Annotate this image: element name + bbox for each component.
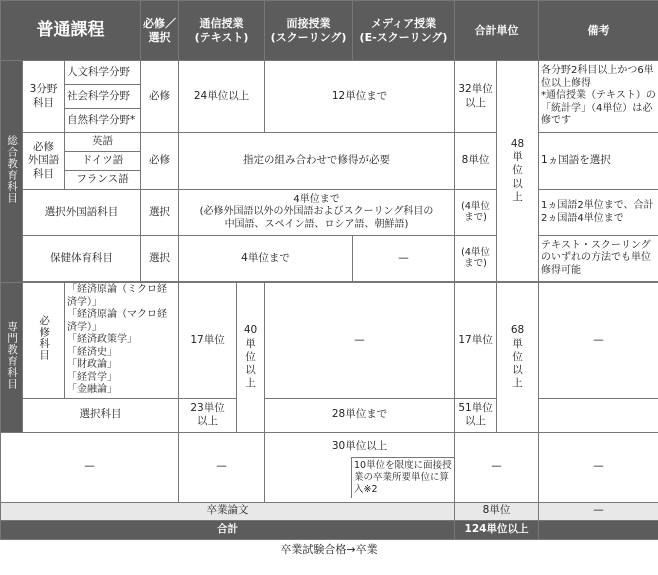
course-header: 普通課程: [1, 1, 141, 61]
three-fields-note: 各分野2科目以上かつ6単位以上修得 *通信授業（テキスト）の「統計学」（4単位）は必修です: [539, 61, 658, 133]
foreign-elective-text2: (必修外国語以外の外国語およびスクーリング科目の: [199, 206, 434, 218]
sum-label: 合計: [1, 520, 455, 539]
req-subject-5: 「財政論」: [67, 359, 117, 370]
pe-media: —: [353, 236, 455, 282]
req-subject-2: 「経済原論（マクロ経済学）」: [67, 309, 167, 333]
note-header: 備考: [539, 1, 658, 61]
specialized-elective-tsushin: 23単位 以上: [179, 398, 237, 432]
footer-note: 卒業試験合格→卒業: [280, 542, 378, 556]
total-header: 合計単位: [455, 1, 539, 61]
foreign-req-req: 必修: [141, 133, 179, 190]
pe-req: 選択: [141, 236, 179, 282]
specialized-elective-note: [539, 398, 658, 432]
general-group-total: 48 単 位 以 上: [497, 61, 539, 282]
required-header: 必修／ 選択: [141, 1, 179, 61]
subject-social: 社会科学分野: [65, 85, 141, 109]
other-limit-cell: [265, 432, 455, 502]
foreign-elective-total: (4単位 まで): [455, 190, 497, 236]
specialized-group-total: 68 単 位 以 上: [497, 283, 539, 433]
sum-total: 124単位以上: [455, 520, 539, 539]
foreign-elective-label: 選択外国語科目: [23, 190, 141, 236]
other-total: —: [455, 432, 539, 502]
specialized-required-total: 17単位: [455, 283, 497, 399]
specialized-elective-total: 51単位 以上: [455, 398, 497, 432]
pe-label: 保健体育科目: [23, 236, 141, 282]
specialized-required-label: 必修科目: [23, 283, 65, 399]
other-limit-note: 10単位を限度に面接授業の卒業所要単位に算入※2: [351, 457, 454, 498]
thesis-label: 卒業論文: [1, 502, 455, 520]
req-subject-7: 「金融論」: [67, 384, 117, 395]
general-label: 総合教育科目: [1, 61, 23, 283]
specialized-label: 専門教育科目: [1, 283, 23, 433]
foreign-req-label: 必修 外国語 科目: [23, 133, 65, 190]
foreign-req-combo: 指定の組み合わせで修得が必要: [179, 133, 455, 190]
specialized-required-mensetsu-media: —: [265, 283, 455, 399]
lang-french: フランス語: [65, 171, 141, 190]
req-subject-4: 「経済史」: [67, 346, 117, 358]
subject-humanities: 人文科学分野: [65, 61, 141, 85]
other-limit: 30単位以上: [331, 440, 388, 453]
foreign-req-note: 1ヵ国語を選択: [539, 133, 658, 190]
foreign-elective-text1: 4単位まで: [293, 193, 340, 205]
other-note: —: [539, 432, 658, 502]
specialized-elective-mensetsu-media: 28単位まで: [265, 398, 455, 432]
thesis-note: —: [539, 502, 658, 520]
req-subject-1: 「経済原論（ミクロ経済学）」: [67, 284, 167, 308]
pe-total: (4単位 まで): [455, 236, 497, 282]
foreign-elective-text3: 中国語、スペイン語、ロシア語、朝鮮語): [224, 218, 409, 230]
specialized-required-tsushin: 17単位: [179, 283, 237, 399]
three-fields-tsushin: 24単位以上: [179, 61, 265, 133]
foreign-elective-req: 選択: [141, 190, 179, 236]
mensetsu-header: 面接授業 (スクーリング): [265, 1, 353, 61]
sum-note: [539, 520, 658, 539]
specialized-tsushin-group: 40 単 位 以 上: [237, 283, 265, 433]
foreign-elective-range: [179, 190, 455, 236]
subject-natural: 自然科学分野*: [65, 109, 141, 133]
specialized-elective-label: 選択科目: [23, 398, 179, 432]
foreign-req-total: 8単位: [455, 133, 497, 190]
other-blank-1: —: [1, 432, 179, 502]
thesis-total: 8単位: [455, 502, 539, 520]
req-subject-6: 「経営学」: [67, 371, 117, 383]
pe-note: テキスト・スクーリングのいずれの方法でも単位修得可能: [539, 236, 658, 282]
pe-tsushin-mensetsu: 4単位まで: [179, 236, 353, 282]
foreign-elective-note: 1ヵ国語2単位まで、合計2ヵ国語4単位まで: [539, 190, 658, 236]
three-fields-mensetsu-media: 12単位まで: [265, 61, 455, 133]
three-fields-req: 必修: [141, 61, 179, 133]
three-fields-label: 3分野 科目: [23, 61, 65, 133]
three-fields-total: 32単位 以上: [455, 61, 497, 133]
required-subject-list: [65, 283, 179, 399]
other-blank-2: —: [179, 432, 265, 502]
specialized-required-note: —: [539, 283, 658, 399]
req-subject-3: 「経済政策学」: [67, 334, 137, 345]
lang-german: ドイツ語: [65, 152, 141, 171]
lang-english: 英語: [65, 133, 141, 152]
media-header: メディア授業 (E-スクーリング): [353, 1, 455, 61]
tsushin-header: 通信授業 (テキスト): [179, 1, 265, 61]
